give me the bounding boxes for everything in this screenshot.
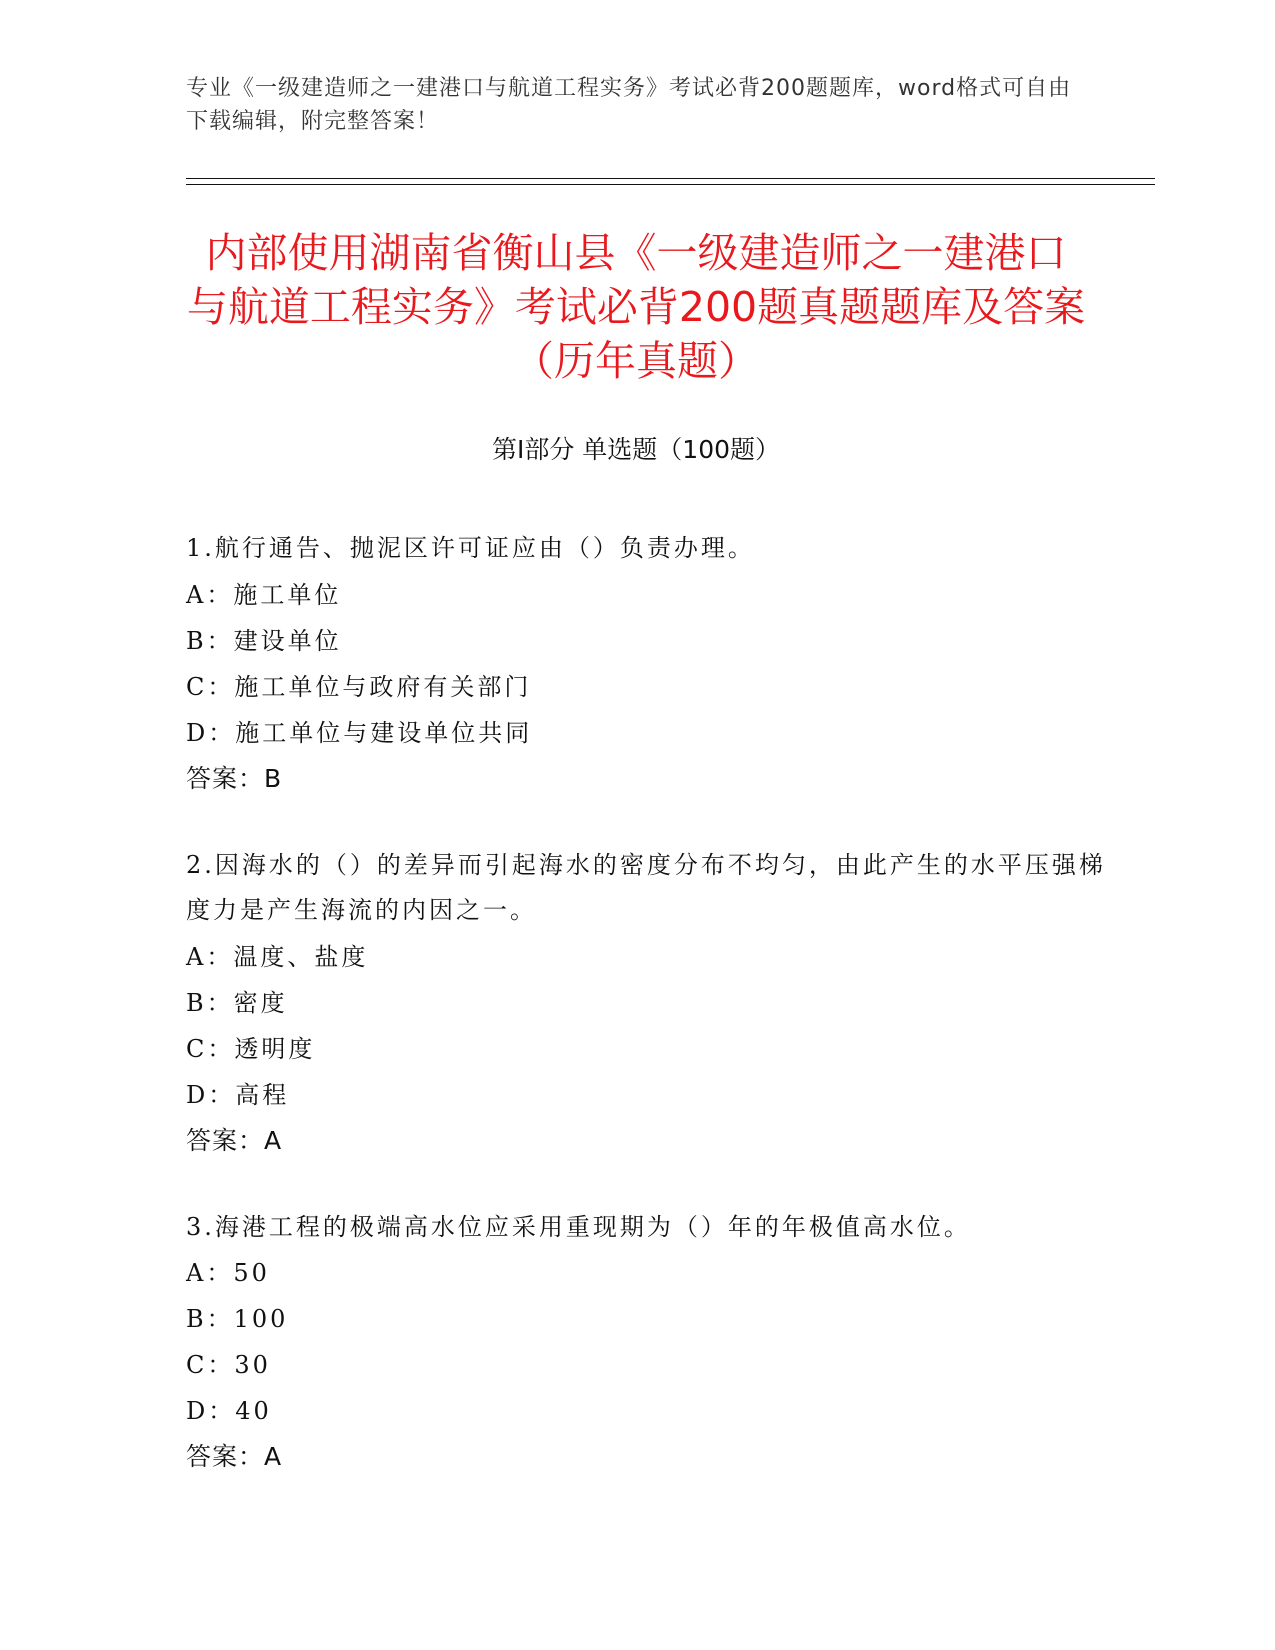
section-title: 第Ⅰ部分 单选题（100题） [491,435,781,464]
question-stem: 1.航行通告、抛泥区许可证应由（）负责办理。 [186,534,755,562]
option-a: A：50 [186,1259,270,1287]
option-d: D：40 [186,1397,272,1425]
question-stem: 3.海港工程的极端高水位应采用重现期为（）年的年极值高水位。 [186,1212,971,1241]
question-stem: 2.因海水的（）的差异而引起海水的密度分布不均匀，由此产生的水平压强梯度力是产生海流的内因之一。 [186,850,1106,924]
option-b: B：100 [186,1305,289,1333]
answer: 答案：A [186,1442,283,1471]
question-2 [186,843,1106,1164]
option-c: C：透明度 [186,1034,316,1063]
option-d: D：高程 [186,1080,290,1109]
option-d: D：施工单位与建设单位共同 [186,718,533,747]
answer: 答案：B [186,763,283,793]
option-b: B：密度 [186,988,288,1017]
option-a: A：温度、盐度 [186,942,369,971]
question-3 [186,1205,1106,1481]
question-1 [186,526,1106,802]
header-note: 专业《一级建造师之一建港口与航道工程实务》考试必背200题题库，word格式可自由下载编辑，附完整答案！ [186,76,1072,134]
option-a: A：施工单位 [186,580,342,609]
answer: 答案：A [186,1125,283,1155]
header-rule-top [186,178,1155,179]
option-b: B：建设单位 [186,626,342,655]
header-rule-bottom [186,184,1155,185]
option-c: C：30 [186,1351,271,1379]
option-c: C：施工单位与政府有关部门 [186,672,532,701]
document-title: 内部使用湖南省衡山县《一级建造师之一建港口与航道工程实务》考试必背200题真题题库及答案（历年真题） [186,229,1086,385]
question-list [186,526,1106,1521]
